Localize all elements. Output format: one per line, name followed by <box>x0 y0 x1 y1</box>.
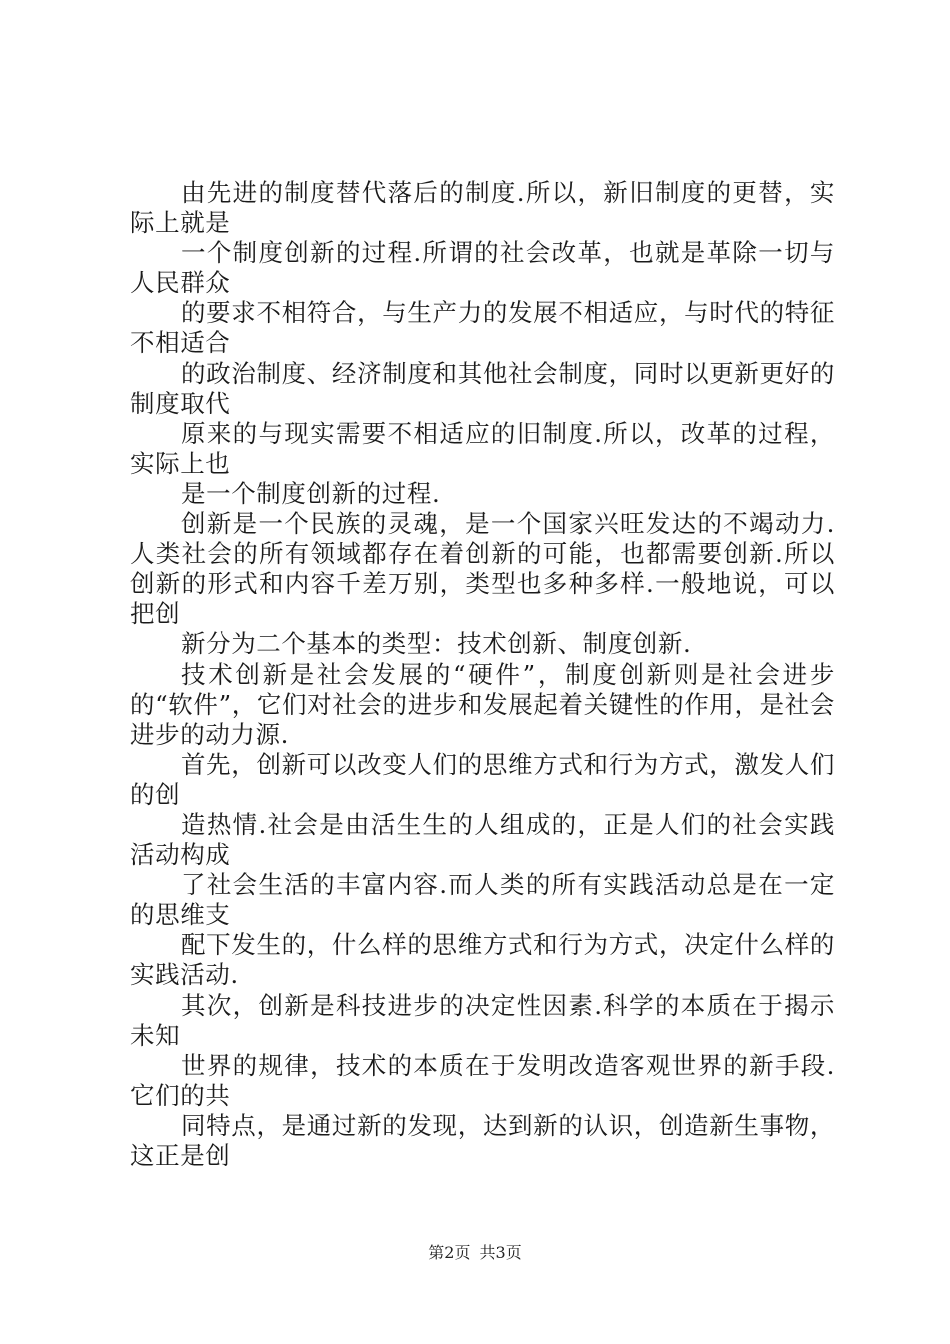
paragraph: 新分为二个基本的类型：技术创新、制度创新. <box>181 629 692 659</box>
page-number: 第2页 <box>428 1243 471 1262</box>
paragraph: 其次，创新是科技进步的决定性因素.科学的本质在于揭示未知 <box>130 990 835 1050</box>
paragraph: 世界的规律，技术的本质在于发明改造客观世界的新手段.它们的共 <box>130 1050 835 1110</box>
paragraph: 是一个制度创新的过程. <box>181 478 441 508</box>
body-text <box>130 178 835 1171</box>
paragraph: 首先，创新可以改变人们的思维方式和行为方式，激发人们的创 <box>130 749 835 809</box>
paragraph: 的要求不相符合，与生产力的发展不相适应，与时代的特征不相适合 <box>130 298 835 358</box>
paragraph: 技术创新是社会发展的“硬件”，制度创新则是社会进步的“软件”，它们对社会的进步和发展起着关键性的作用，是社会进步的动力源. <box>130 659 835 749</box>
paragraph: 的政治制度、经济制度和其他社会制度，同时以更新更好的制度取代 <box>130 358 835 418</box>
paragraph: 造热情.社会是由活生生的人组成的，正是人们的社会实践活动构成 <box>130 809 835 870</box>
paragraph: 创新是一个民族的灵魂，是一个国家兴旺发达的不竭动力.人类社会的所有领域都存在着创新的可能，也都需要创新.所以创新的形式和内容千差万别，类型也多种多样.一般地说，可以把创 <box>130 509 835 629</box>
paragraph: 一个制度创新的过程.所谓的社会改革，也就是革除一切与人民群众 <box>130 238 835 298</box>
page-total: 共3页 <box>479 1243 522 1262</box>
paragraph: 同特点，是通过新的发现，达到新的认识，创造新生事物，这正是创 <box>130 1110 835 1170</box>
paragraph: 配下发生的，什么样的思维方式和行为方式，决定什么样的实践活动. <box>130 930 835 990</box>
paragraph: 了社会生活的丰富内容.而人类的所有实践活动总是在一定的思维支 <box>130 870 835 930</box>
paragraph: 原来的与现实需要不相适应的旧制度.所以，改革的过程，实际上也 <box>130 418 835 478</box>
page-footer <box>0 1243 950 1263</box>
paragraph: 由先进的制度替代落后的制度.所以，新旧制度的更替，实际上就是 <box>130 178 835 238</box>
